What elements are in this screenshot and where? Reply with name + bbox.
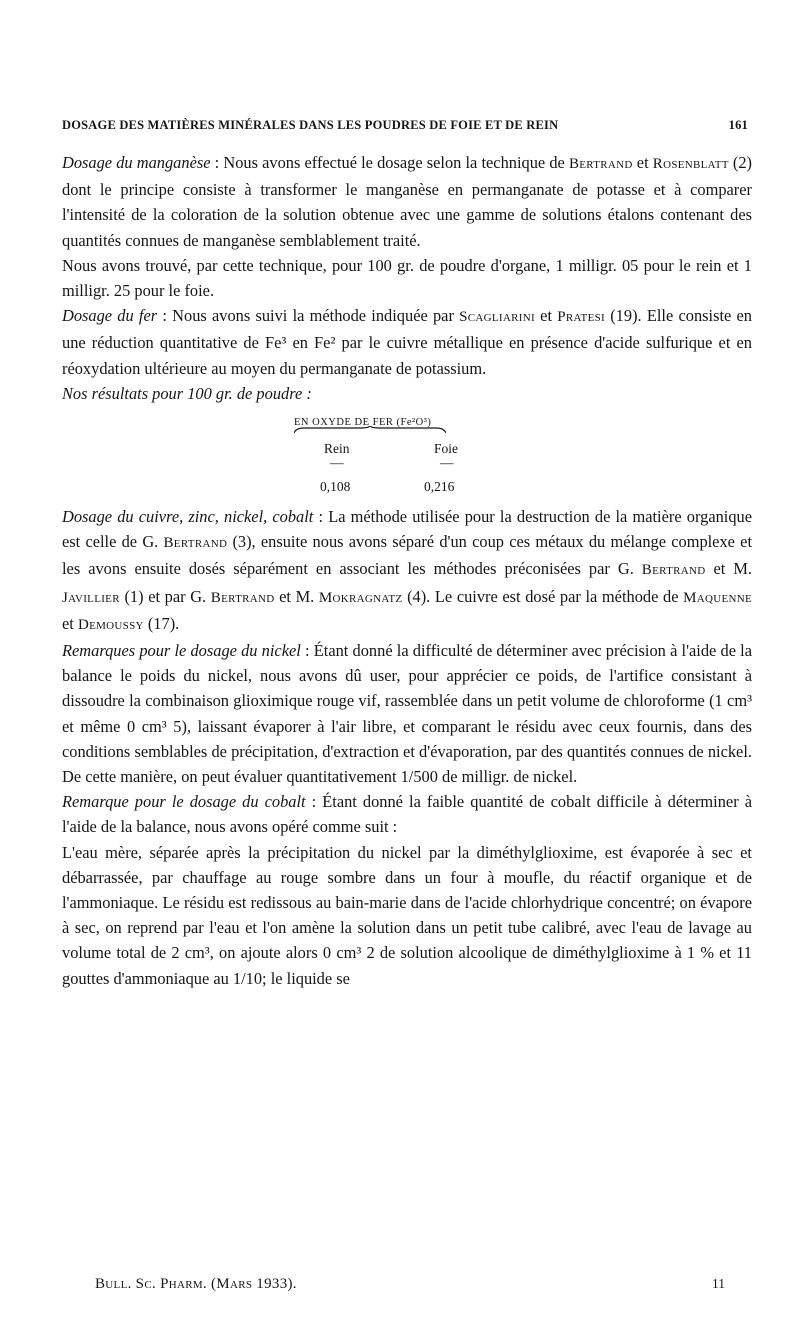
table-brace [294, 426, 446, 434]
section-heading-manganese: Dosage du manganèse [62, 153, 211, 172]
text-run: et M. [705, 559, 752, 579]
text-run: : Nous avons suivi la méthode indiquée par [157, 306, 460, 326]
page-number: 161 [728, 118, 748, 132]
text-run: (2) dont le principe consiste à transformer le manganèse en permanganate de potasse et à comparer l'intensité de la coloration de la solution obtenue avec une gamme de solutions étalons contenant des quantités connues de manganèse semblablement traité. [62, 153, 752, 250]
text-run: (1) et par G. [119, 586, 211, 606]
section-heading-cuivre: Dosage du cuivre, zinc, nickel, cobalt [62, 507, 314, 527]
running-head-title: DOSAGE DES MATIÈRES MINÉRALES DANS LES POUDRES DE FOIE ET DE REIN [62, 118, 559, 132]
table-header: EN OXYDE DE FER (Fe²O³) [294, 417, 432, 429]
text-run: : Étant donné la difficulté de déterminer avec précision à l'aide de la balance le poids du nickel, nous avons dû user, pour apprécier ce poids, de l'artifice consistant à dissoudre la combinaison glioximique rouge vif, rassemblée dans un petit volume de chloroforme (1 cm³ et même 0 cm³ 5), laissant évaporer à l'air libre, et comparant le résidu avec ceux fournis, dans des conditions semblables de précipitation, d'extraction et d'évaporation, par des quantités connues de nickel. De cette manière, on peut évaluer quantitativement 1/500 de milligr. de nickel. [62, 641, 753, 787]
text-run: et [534, 306, 558, 326]
body-text [62, 150, 752, 991]
paragraph-nickel [62, 638, 752, 789]
author-name: Javillier [62, 589, 120, 606]
text-run: (19). Elle consiste en une réduction quantitative de Fe³ en Fe² par le cuivre métallique en présence d'acide sulfurique et en réoxydation ultérieure au moyen du permanganate de potassium. [62, 306, 752, 378]
paragraph-cobalt [62, 789, 752, 839]
section-heading-cobalt: Remarque pour le dosage du cobalt [62, 792, 306, 812]
running-head [62, 118, 748, 133]
author-name: Bertrand [163, 535, 228, 552]
table-value-rein: 0,108 [320, 479, 351, 495]
journal-citation: Bull. Sc. Pharm. (Mars 1933). [95, 1276, 297, 1292]
table-col-rein: Rein [324, 441, 350, 457]
text-run: (4). Le cuivre est dosé par la méthode de [402, 586, 684, 606]
author-name: Bertrand [210, 589, 275, 606]
table-dash: — [330, 455, 344, 471]
paragraph-manganese [62, 150, 752, 253]
author-name: Rosenblatt [652, 156, 729, 172]
paragraph-fer [62, 303, 752, 381]
table-col-foie: Foie [434, 441, 459, 457]
text-run: : Étant donné la faible quantité de cobalt difficile à déterminer à l'aide de la balance, nous avons opéré comme suit : [62, 792, 752, 837]
paragraph-cuivre [62, 504, 752, 638]
text-run: : La méthode utilisée pour la destruction de la matière organique est celle de G. [62, 507, 753, 552]
table-dash: — [440, 455, 454, 471]
footer [95, 1276, 725, 1293]
author-name: Pratesi [557, 309, 605, 326]
author-name: Scagliarini [459, 309, 535, 326]
text-run: et [62, 613, 78, 633]
text-run: et M. [274, 586, 319, 606]
section-heading-nickel: Remarques pour le dosage du nickel [62, 641, 301, 661]
author-name: Bertrand [568, 156, 633, 172]
author-name: Mokragnatz [318, 589, 403, 606]
text-run: et [632, 153, 653, 172]
paragraph-eau-mere: L'eau mère, séparée après la précipitation du nickel par la diméthylglioxime, est évaporée à sec et débarrassée, par chauffage au rouge sombre dans un four à moufle, du réactif organique et de l'ammoniaque. Le résidu est redissous au bain-marie dans de l'acide chlorhydrique concentré; on évapore à sec, on reprend par l'eau et l'on amène la solution dans un petit tube calibré, avec l'eau de lavage au volume total de 2 cm³, on ajoute alors 0 cm³ 2 de solution alcoolique de diméthylglioxime à 1 % et 11 gouttes d'ammoniaque au 1/10; le liquide se [62, 842, 752, 988]
text-run: (17). [143, 613, 180, 633]
section-heading-fer: Dosage du fer [62, 306, 158, 326]
paragraph-manganese-result: Nous avons trouvé, par cette technique, pour 100 gr. de poudre d'organe, 1 milligr. 05 pour le rein et 1 milligr. 25 pour le foie. [62, 255, 752, 301]
text-run: : Nous avons effectué le dosage selon la technique de [210, 153, 569, 172]
signature-number: 11 [712, 1276, 725, 1291]
author-name: Bertrand [641, 562, 706, 579]
paragraph-results-intro: Nos résultats pour 100 gr. de poudre : [62, 383, 312, 403]
table-value-foie: 0,216 [424, 479, 455, 495]
text-run: (3), ensuite nous avons séparé d'un coup ces métaux du mélange complexe et les avons ensuite dosés séparément en associant les méthodes préconisées par G. [62, 532, 752, 579]
author-name: Maquenne [683, 589, 752, 606]
author-name: Demoussy [77, 616, 144, 633]
results-table [62, 408, 752, 500]
